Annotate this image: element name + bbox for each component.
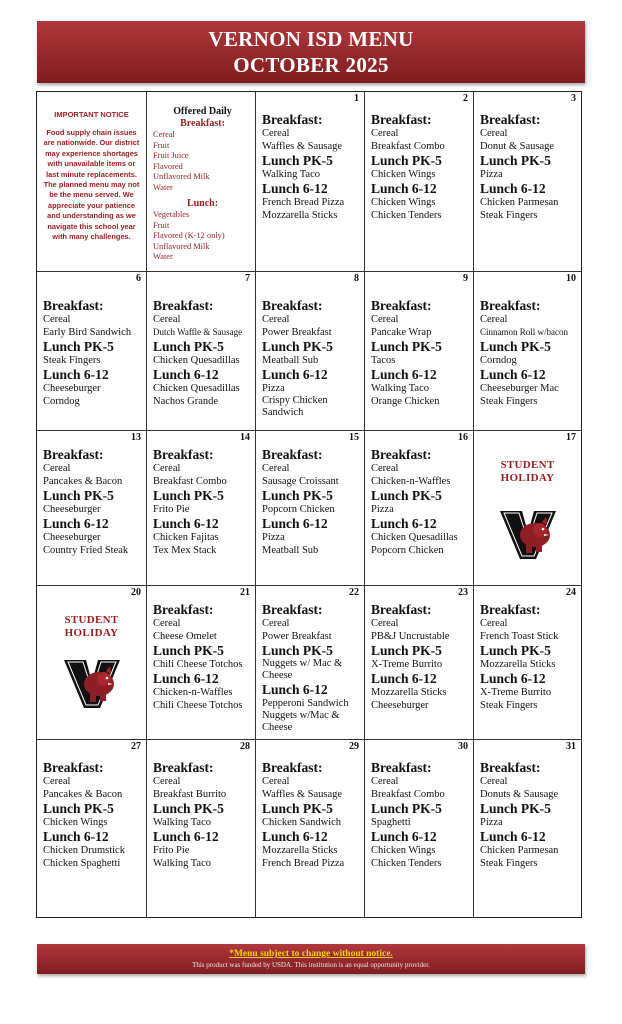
- lunch-612-item: Steak Fingers: [480, 700, 538, 711]
- breakfast-item: Cereal: [371, 618, 399, 629]
- day-cell: [474, 586, 581, 740]
- breakfast-heading: Breakfast:: [43, 298, 104, 313]
- menu-title: VERNON ISD MENU: [208, 27, 414, 51]
- offered-breakfast-item: Unflavored Milk: [153, 172, 210, 181]
- lunch-pk5-item: Mozzarella Sticks: [480, 659, 556, 670]
- breakfast-heading: Breakfast:: [153, 447, 214, 462]
- lunch-612-heading: Lunch 6-12: [262, 682, 328, 697]
- lunch-612-heading: Lunch 6-12: [371, 367, 437, 382]
- calendar-cell: [37, 92, 147, 272]
- lunch-612-item: Tex Mex Stack: [153, 545, 217, 556]
- notice-body: Food supply chain issues are nationwide. Our district may experience shortages with unavailable items or last minute replacements. The planned menu may not be the menu served. We appreciate your patience and understanding as we navigate this school year with many challenges.: [43, 128, 140, 242]
- day-number: 31: [566, 741, 576, 752]
- day-cell: [365, 740, 474, 917]
- breakfast-item: Cereal: [480, 128, 508, 139]
- day-number: 29: [349, 741, 359, 752]
- day-cell: [37, 740, 147, 917]
- lunch-612-item: French Bread Pizza: [262, 197, 345, 208]
- breakfast-item: Cereal: [480, 314, 508, 325]
- lunch-612-item: Steak Fingers: [480, 210, 538, 221]
- lunch-612-item: Chicken Spaghetti: [43, 858, 121, 869]
- lunch-612-item: Chicken Wings: [371, 845, 436, 856]
- day-menu: [371, 112, 470, 222]
- day-menu: [153, 447, 252, 557]
- lunch-612-heading: Lunch 6-12: [480, 367, 546, 382]
- breakfast-item: Early Bird Sandwich: [43, 327, 132, 338]
- day-cell: [365, 92, 474, 272]
- student-holiday: [37, 614, 146, 710]
- day-cell: [256, 92, 365, 272]
- breakfast-heading: Breakfast:: [371, 447, 432, 462]
- breakfast-item: Cereal: [371, 776, 399, 787]
- lunch-612-item: Orange Chicken: [371, 396, 440, 407]
- day-menu: [480, 112, 578, 222]
- breakfast-item: PB&J Uncrustable: [371, 631, 450, 642]
- footer-disclaimer: *Menu subject to change without notice.: [229, 949, 393, 959]
- lunch-pk5-heading: Lunch PK-5: [371, 153, 442, 168]
- lunch-pk5-item: Spaghetti: [371, 817, 411, 828]
- lunch-pk5-item: Nuggets w/ Mac & Cheese: [262, 658, 343, 681]
- day-menu: [371, 447, 470, 557]
- lunch-612-item: Corndog: [43, 396, 80, 407]
- lunch-pk5-heading: Lunch PK-5: [153, 643, 224, 658]
- day-number: 24: [566, 587, 576, 598]
- lunch-612-heading: Lunch 6-12: [371, 516, 437, 531]
- lunch-pk5-heading: Lunch PK-5: [262, 153, 333, 168]
- day-number: 27: [131, 741, 141, 752]
- lunch-pk5-heading: Lunch PK-5: [480, 643, 551, 658]
- lunch-pk5-item: Walking Taco: [153, 817, 212, 828]
- breakfast-heading: Breakfast:: [153, 602, 214, 617]
- day-menu: [262, 112, 361, 222]
- lunch-612-item: Chicken Tenders: [371, 858, 442, 869]
- day-number: 15: [349, 432, 359, 443]
- breakfast-item: Breakfast Burrito: [153, 789, 227, 800]
- breakfast-item: Cereal: [371, 463, 399, 474]
- breakfast-item: Cereal: [43, 463, 71, 474]
- day-cell: [147, 431, 256, 586]
- lunch-612-heading: Lunch 6-12: [153, 516, 219, 531]
- breakfast-item: Cereal: [153, 618, 181, 629]
- lunch-612-heading: Lunch 6-12: [43, 829, 109, 844]
- lunch-pk5-heading: Lunch PK-5: [371, 643, 442, 658]
- lunch-pk5-heading: Lunch PK-5: [480, 801, 551, 816]
- day-cell: [256, 586, 365, 740]
- day-cell: [147, 272, 256, 431]
- day-number: 23: [458, 587, 468, 598]
- breakfast-item: Sausage Croissant: [262, 476, 339, 487]
- lunch-612-item: Country Fried Steak: [43, 545, 129, 556]
- day-cell: [256, 431, 365, 586]
- lunch-pk5-item: Tacos: [371, 355, 396, 366]
- lunch-pk5-item: Chicken Quesadillas: [153, 355, 240, 366]
- lunch-612-heading: Lunch 6-12: [153, 829, 219, 844]
- lunch-612-item: Frito Pie: [153, 845, 190, 856]
- footer-banner: [37, 944, 585, 974]
- day-menu: [480, 298, 578, 408]
- day-number: 13: [131, 432, 141, 443]
- notice-title: IMPORTANT NOTICE: [54, 110, 129, 119]
- lunch-612-item: Chicken-n-Waffles: [153, 687, 233, 698]
- lunch-612-item: Chicken Quesadillas: [153, 383, 240, 394]
- day-number: 10: [566, 273, 576, 284]
- offered-lunch-item: Vegetables: [153, 210, 190, 219]
- breakfast-item: Pancake Wrap: [371, 327, 432, 338]
- day-number: 9: [463, 273, 468, 284]
- day-number: 6: [136, 273, 141, 284]
- lunch-pk5-item: Frito Pie: [153, 504, 190, 515]
- offered-breakfast-item: Fruit: [153, 140, 170, 150]
- lunch-612-item: Steak Fingers: [480, 858, 538, 869]
- lunch-pk5-item: Walking Taco: [262, 169, 321, 180]
- lunch-612-item: Meatball Sub: [262, 545, 319, 556]
- offered-lunch-item: Fruit: [153, 220, 170, 230]
- day-cell: [256, 272, 365, 431]
- day-menu: [262, 447, 361, 557]
- breakfast-heading: Breakfast:: [153, 298, 214, 313]
- breakfast-item: Cereal: [153, 776, 181, 787]
- offered-breakfast-label: Breakfast:: [180, 118, 225, 129]
- breakfast-heading: Breakfast:: [262, 602, 323, 617]
- breakfast-item: French Toast Stick: [480, 631, 559, 642]
- day-number: 28: [240, 741, 250, 752]
- lunch-612-item: Chicken Tenders: [371, 210, 442, 221]
- breakfast-item: Cereal: [262, 463, 290, 474]
- lunch-612-item: Chicken Wings: [371, 197, 436, 208]
- day-cell: [37, 272, 147, 431]
- breakfast-item: Cereal: [480, 776, 508, 787]
- lunch-612-heading: Lunch 6-12: [371, 181, 437, 196]
- lunch-pk5-item: Popcorn Chicken: [262, 504, 335, 515]
- lunch-pk5-item: Chicken Sandwich: [262, 817, 342, 828]
- offered-daily: [153, 106, 252, 263]
- menu-calendar-grid: [36, 91, 582, 918]
- lunch-612-item: Chicken Quesadillas: [371, 532, 458, 543]
- lunch-612-heading: Lunch 6-12: [262, 516, 328, 531]
- breakfast-item: Cereal: [262, 314, 290, 325]
- lunch-612-heading: Lunch 6-12: [480, 829, 546, 844]
- lunch-612-item: Pizza: [262, 532, 285, 543]
- day-number: 8: [354, 273, 359, 284]
- day-menu: [480, 602, 578, 712]
- day-number: 21: [240, 587, 250, 598]
- breakfast-item: Donut & Sausage: [480, 141, 555, 152]
- breakfast-heading: Breakfast:: [371, 760, 432, 775]
- lunch-pk5-heading: Lunch PK-5: [153, 488, 224, 503]
- lunch-612-item: Crispy Chicken Sandwich: [262, 395, 328, 418]
- lunch-pk5-heading: Lunch PK-5: [262, 643, 333, 658]
- day-number: 2: [463, 93, 468, 104]
- lunch-612-heading: Lunch 6-12: [480, 671, 546, 686]
- day-cell: [147, 740, 256, 917]
- lunch-pk5-heading: Lunch PK-5: [480, 153, 551, 168]
- day-number: 16: [458, 432, 468, 443]
- breakfast-item: Cereal: [371, 128, 399, 139]
- lunch-pk5-heading: Lunch PK-5: [43, 801, 114, 816]
- lunch-612-item: Mozzarella Sticks: [262, 845, 338, 856]
- day-menu: [371, 602, 470, 712]
- lunch-pk5-heading: Lunch PK-5: [371, 801, 442, 816]
- lunch-612-item: French Bread Pizza: [262, 858, 345, 869]
- breakfast-heading: Breakfast:: [262, 447, 323, 462]
- lunch-612-item: Walking Taco: [153, 858, 212, 869]
- holiday-label: STUDENT HOLIDAY: [64, 614, 119, 639]
- day-number: 14: [240, 432, 250, 443]
- breakfast-item: Donuts & Sausage: [480, 789, 559, 800]
- lunch-612-item: Mozzarella Sticks: [371, 687, 447, 698]
- breakfast-item: Waffles & Sausage: [262, 789, 343, 800]
- header-banner: [37, 21, 585, 83]
- breakfast-item: Waffles & Sausage: [262, 141, 343, 152]
- breakfast-item: Cereal: [262, 128, 290, 139]
- offered-breakfast-item: Water: [153, 182, 173, 192]
- breakfast-item: Cereal: [371, 314, 399, 325]
- lunch-612-heading: Lunch 6-12: [43, 367, 109, 382]
- breakfast-heading: Breakfast:: [480, 602, 541, 617]
- day-number: 17: [566, 432, 576, 443]
- lunch-pk5-item: Steak Fingers: [43, 355, 101, 366]
- day-cell: [365, 586, 474, 740]
- breakfast-item: Pancakes & Bacon: [43, 789, 123, 800]
- important-notice: [41, 110, 142, 242]
- breakfast-heading: Breakfast:: [262, 112, 323, 127]
- day-menu: [153, 298, 252, 408]
- lunch-pk5-item: X-Treme Burrito: [371, 659, 443, 670]
- student-holiday: [474, 459, 581, 561]
- lunch-612-item: Nuggets w/Mac & Cheese: [262, 710, 340, 733]
- offered-breakfast-item: Fruit Juice: [153, 151, 189, 160]
- lunch-612-heading: Lunch 6-12: [262, 829, 328, 844]
- breakfast-heading: Breakfast:: [262, 760, 323, 775]
- day-menu: [43, 298, 143, 408]
- breakfast-item: Cereal: [262, 618, 290, 629]
- holiday-label: STUDENT HOLIDAY: [500, 459, 555, 484]
- day-cell: [474, 272, 581, 431]
- lunch-612-heading: Lunch 6-12: [43, 516, 109, 531]
- school-mascot-logo-icon: [62, 654, 122, 710]
- offered-lunch-label: Lunch:: [186, 198, 219, 209]
- school-mascot-logo-icon: [498, 505, 558, 561]
- lunch-612-heading: Lunch 6-12: [153, 367, 219, 382]
- day-cell: [365, 431, 474, 586]
- breakfast-heading: Breakfast:: [480, 760, 541, 775]
- lunch-612-item: Chicken Parmesan: [480, 197, 559, 208]
- day-number: 3: [571, 93, 576, 104]
- lunch-pk5-item: Corndog: [480, 355, 517, 366]
- breakfast-item: Breakfast Combo: [371, 789, 445, 800]
- lunch-pk5-heading: Lunch PK-5: [153, 801, 224, 816]
- day-menu: [43, 760, 143, 870]
- day-menu: [262, 298, 361, 419]
- day-menu: [153, 602, 252, 712]
- lunch-pk5-item: Pizza: [480, 169, 503, 180]
- lunch-612-item: Pizza: [262, 383, 285, 394]
- lunch-pk5-heading: Lunch PK-5: [262, 339, 333, 354]
- lunch-612-item: Mozzarella Sticks: [262, 210, 338, 221]
- lunch-612-heading: Lunch 6-12: [153, 671, 219, 686]
- day-number: 20: [131, 587, 141, 598]
- lunch-612-heading: Lunch 6-12: [371, 829, 437, 844]
- day-number: 1: [354, 93, 359, 104]
- lunch-612-item: Cheeseburger: [43, 383, 101, 394]
- day-menu: [480, 760, 578, 870]
- breakfast-heading: Breakfast:: [371, 602, 432, 617]
- lunch-612-heading: Lunch 6-12: [262, 367, 328, 382]
- breakfast-item: Cereal: [43, 776, 71, 787]
- lunch-pk5-heading: Lunch PK-5: [371, 339, 442, 354]
- day-cell: [147, 586, 256, 740]
- day-number: 22: [349, 587, 359, 598]
- breakfast-item: Cereal: [153, 314, 181, 325]
- breakfast-item: Cereal: [480, 618, 508, 629]
- breakfast-heading: Breakfast:: [43, 760, 104, 775]
- lunch-612-item: Nachos Grande: [153, 396, 219, 407]
- breakfast-heading: Breakfast:: [480, 298, 541, 313]
- lunch-pk5-item: Pizza: [480, 817, 503, 828]
- lunch-pk5-item: Chicken Wings: [43, 817, 108, 828]
- lunch-612-item: Chicken Parmesan: [480, 845, 559, 856]
- lunch-612-item: Chili Cheese Totchos: [153, 700, 243, 711]
- lunch-612-item: Steak Fingers: [480, 396, 538, 407]
- breakfast-item: Chicken-n-Waffles: [371, 476, 451, 487]
- day-cell: [256, 740, 365, 917]
- day-cell: [474, 431, 581, 586]
- day-cell: [365, 272, 474, 431]
- day-number: 30: [458, 741, 468, 752]
- lunch-612-heading: Lunch 6-12: [262, 181, 328, 196]
- lunch-pk5-heading: Lunch PK-5: [43, 488, 114, 503]
- breakfast-heading: Breakfast:: [262, 298, 323, 313]
- day-menu: [262, 760, 361, 870]
- breakfast-item: Power Breakfast: [262, 631, 332, 642]
- lunch-612-item: Cheeseburger: [371, 700, 429, 711]
- lunch-pk5-heading: Lunch PK-5: [480, 339, 551, 354]
- lunch-612-item: Cheeseburger: [43, 532, 101, 543]
- breakfast-heading: Breakfast:: [371, 112, 432, 127]
- lunch-612-item: Pepperoni Sandwich: [262, 698, 349, 709]
- breakfast-heading: Breakfast:: [371, 298, 432, 313]
- day-menu: [153, 760, 252, 870]
- breakfast-item: Cheese Omelet: [153, 631, 217, 642]
- lunch-612-item: X-Treme Burrito: [480, 687, 552, 698]
- breakfast-item: Cereal: [43, 314, 71, 325]
- lunch-pk5-item: Chili Cheese Totchos: [153, 659, 243, 670]
- day-menu: [43, 447, 143, 557]
- day-menu: [371, 760, 470, 870]
- lunch-pk5-item: Cheeseburger: [43, 504, 101, 515]
- breakfast-item: Breakfast Combo: [371, 141, 445, 152]
- day-cell: [37, 586, 147, 740]
- breakfast-item: Cereal: [262, 776, 290, 787]
- breakfast-heading: Breakfast:: [153, 760, 214, 775]
- menu-month: OCTOBER 2025: [233, 53, 389, 77]
- calendar-cell: [147, 92, 256, 272]
- breakfast-item: Breakfast Combo: [153, 476, 227, 487]
- offered-breakfast-item: Cereal: [153, 130, 175, 139]
- day-cell: [474, 740, 581, 917]
- lunch-612-item: Chicken Fajitas: [153, 532, 219, 543]
- lunch-612-item: Cheeseburger Mac: [480, 383, 559, 394]
- lunch-pk5-item: Pizza: [371, 504, 394, 515]
- day-menu: [371, 298, 470, 408]
- lunch-pk5-heading: Lunch PK-5: [371, 488, 442, 503]
- lunch-612-heading: Lunch 6-12: [371, 671, 437, 686]
- day-cell: [37, 431, 147, 586]
- lunch-612-heading: Lunch 6-12: [480, 181, 546, 196]
- footer-funding: This product was funded by USDA. This institution is an equal opportunity provider.: [192, 961, 430, 969]
- day-menu: [262, 602, 361, 734]
- offered-lunch-item: Flavored (K-12 only): [153, 231, 225, 240]
- breakfast-heading: Breakfast:: [43, 447, 104, 462]
- offered-lunch-item: Water: [153, 252, 173, 261]
- breakfast-heading: Breakfast:: [480, 112, 541, 127]
- day-cell: [474, 92, 581, 272]
- breakfast-item: Cereal: [153, 463, 181, 474]
- breakfast-item: Power Breakfast: [262, 327, 332, 338]
- lunch-pk5-item: Meatball Sub: [262, 355, 319, 366]
- lunch-pk5-heading: Lunch PK-5: [153, 339, 224, 354]
- lunch-pk5-heading: Lunch PK-5: [43, 339, 114, 354]
- lunch-612-item: Chicken Drumstick: [43, 845, 125, 856]
- lunch-pk5-heading: Lunch PK-5: [262, 488, 333, 503]
- offered-breakfast-item: Flavored: [153, 161, 183, 171]
- breakfast-item: Cinnamon Roll w/bacon: [480, 327, 568, 337]
- lunch-pk5-heading: Lunch PK-5: [262, 801, 333, 816]
- lunch-612-item: Popcorn Chicken: [371, 545, 444, 556]
- breakfast-item: Dutch Waffle & Sausage: [153, 327, 243, 337]
- lunch-pk5-item: Chicken Wings: [371, 169, 436, 180]
- day-number: 7: [245, 273, 250, 284]
- offered-daily-title: Offered Daily: [173, 106, 232, 117]
- breakfast-item: Pancakes & Bacon: [43, 476, 123, 487]
- lunch-612-item: Walking Taco: [371, 383, 430, 394]
- offered-lunch-item: Unflavored Milk: [153, 241, 210, 251]
